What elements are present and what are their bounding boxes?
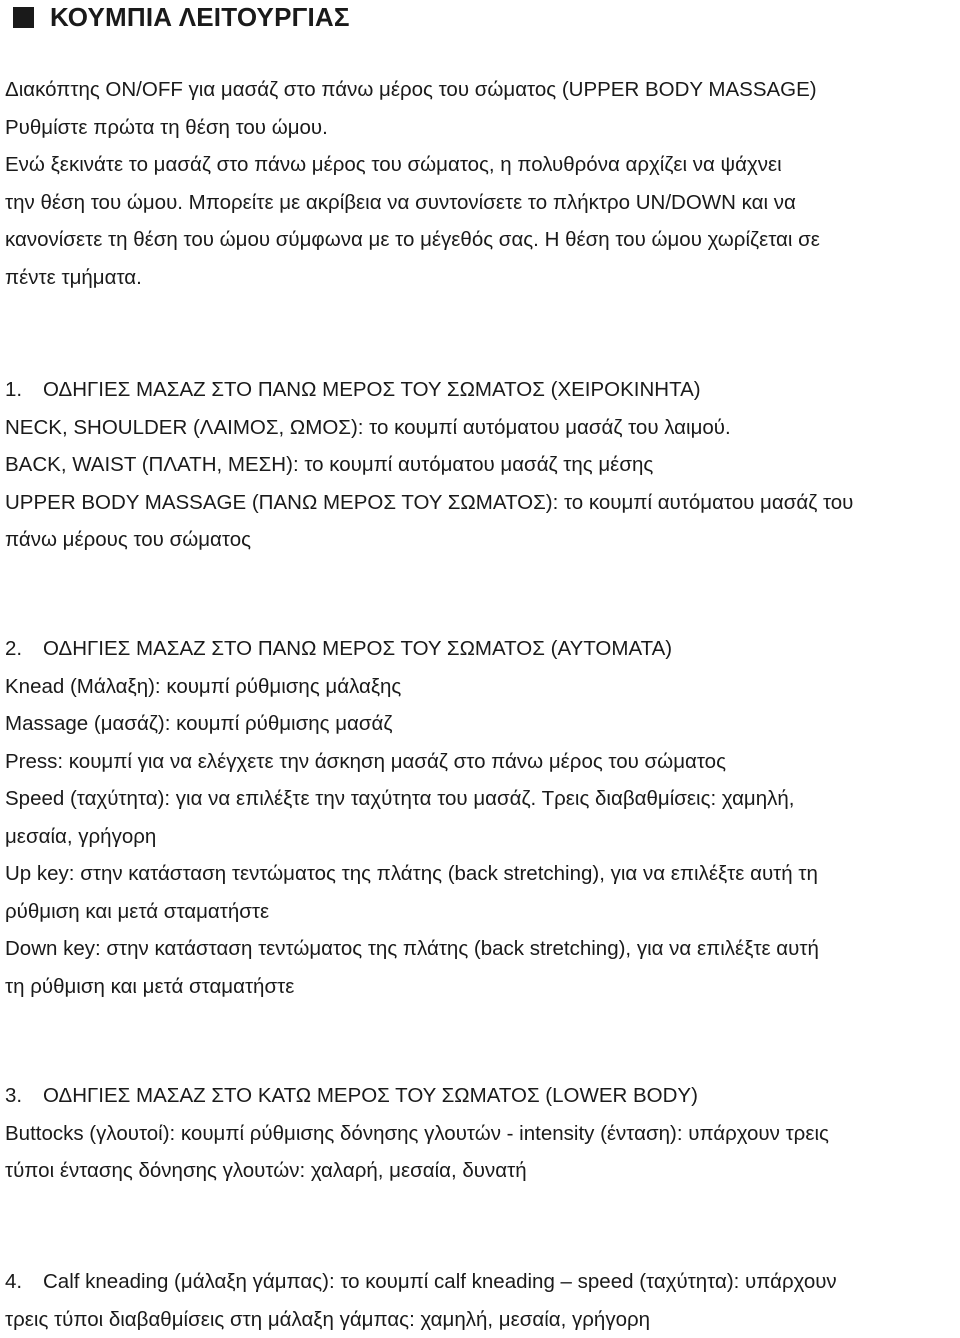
section-line: Buttocks (γλουτοί): κουμπί ρύθμισης δόνησης γλουτών - intensity (ένταση): υπάρχουν τρεις [5,1115,829,1153]
section-upper-body-auto [5,630,819,1005]
section-heading [5,371,853,409]
intro-line: Ρυθμίστε πρώτα τη θέση του ώμου. [5,109,820,147]
section-line: τη ρύθμιση και μετά σταματήστε [5,968,819,1006]
section-heading-text: ΟΔΗΓΙΕΣ ΜΑΣΑΖ ΣΤΟ ΠΑΝΩ ΜΕΡΟΣ ΤΟΥ ΣΩΜΑΤΟΣ (ΑΥΤΟΜΑΤΑ) [43,637,672,660]
intro-paragraph [5,71,820,296]
section-line: πάνω μέρους του σώματος [5,521,853,559]
intro-line: την θέση του ώμου. Μπορείτε με ακρίβεια να συντονίσετε το πλήκτρο UN/DOWN και να [5,184,820,222]
section-line: τρεις τύποι διαβαθμίσεις στη μάλαξη γάμπας: χαμηλή, μεσαία, γρήγορη [5,1301,837,1338]
section-line: μεσαία, γρήγορη [5,818,819,856]
section-number: 1. [5,371,43,409]
section-lower-body [5,1077,829,1190]
section-heading-text: Calf kneading (μάλαξη γάμπας): το κουμπί calf kneading – speed (ταχύτητα): υπάρχουν [43,1270,837,1293]
section-line: BACK, WAIST (ΠΛΑΤΗ, ΜΕΣΗ): το κουμπί αυτόματου μασάζ της μέσης [5,446,853,484]
manual-page [5,0,955,34]
section-line: Massage (μασάζ): κουμπί ρύθμισης μασάζ [5,705,819,743]
intro-line: κανονίσετε τη θέση του ώμου σύμφωνα με το μέγεθός σας. Η θέση του ώμου χωρίζεται σε [5,221,820,259]
section-upper-body-manual [5,371,853,559]
intro-line: Ενώ ξεκινάτε το μασάζ στο πάνω μέρος του σώματος, η πολυθρόνα αρχίζει να ψάχνει [5,146,820,184]
intro-line: πέντε τμήματα. [5,259,820,297]
section-line: UPPER BODY MASSAGE (ΠΑΝΩ ΜΕΡΟΣ ΤΟΥ ΣΩΜΑΤΟΣ): το κουμπί αυτόματου μασάζ του [5,484,853,522]
intro-line: Διακόπτης ON/OFF για μασάζ στο πάνω μέρος του σώματος (UPPER BODY MASSAGE) [5,71,820,109]
section-number: 2. [5,630,43,668]
section-number: 3. [5,1077,43,1115]
section-line: Up key: στην κατάσταση τεντώματος της πλάτης (back stretching), για να επιλέξτε αυτή τη [5,855,819,893]
section-heading-text: ΟΔΗΓΙΕΣ ΜΑΣΑΖ ΣΤΟ ΠΑΝΩ ΜΕΡΟΣ ΤΟΥ ΣΩΜΑΤΟΣ (ΧΕΙΡΟΚΙΝΗΤΑ) [43,378,701,401]
section-line: ρύθμιση και μετά σταματήστε [5,893,819,931]
section-line: Knead (Μάλαξη): κουμπί ρύθμισης μάλαξης [5,668,819,706]
bullet-square-icon [13,7,34,28]
section-calf-kneading [5,1263,837,1338]
section-line: NECK, SHOULDER (ΛΑΙΜΟΣ, ΩΜΟΣ): το κουμπί αυτόματου μασάζ του λαιμού. [5,409,853,447]
section-line: τύποι έντασης δόνησης γλουτών: χαλαρή, μεσαία, δυνατή [5,1152,829,1190]
section-heading-text: ΟΔΗΓΙΕΣ ΜΑΣΑΖ ΣΤΟ ΚΑΤΩ ΜΕΡΟΣ ΤΟΥ ΣΩΜΑΤΟΣ (LOWER BODY) [43,1084,698,1107]
section-header [5,0,955,34]
section-number: 4. [5,1263,43,1301]
section-heading [5,1077,829,1115]
section-line: Speed (ταχύτητα): για να επιλέξτε την ταχύτητα του μασάζ. Τρεις διαβαθμίσεις: χαμηλή, [5,780,819,818]
section-heading [5,1263,837,1301]
page-title: ΚΟΥΜΠΙΑ ΛΕΙΤΟΥΡΓΙΑΣ [50,2,350,33]
section-heading [5,630,819,668]
section-line: Press: κουμπί για να ελέγχετε την άσκηση μασάζ στο πάνω μέρος του σώματος [5,743,819,781]
section-line: Down key: στην κατάσταση τεντώματος της πλάτης (back stretching), για να επιλέξτε αυτή [5,930,819,968]
